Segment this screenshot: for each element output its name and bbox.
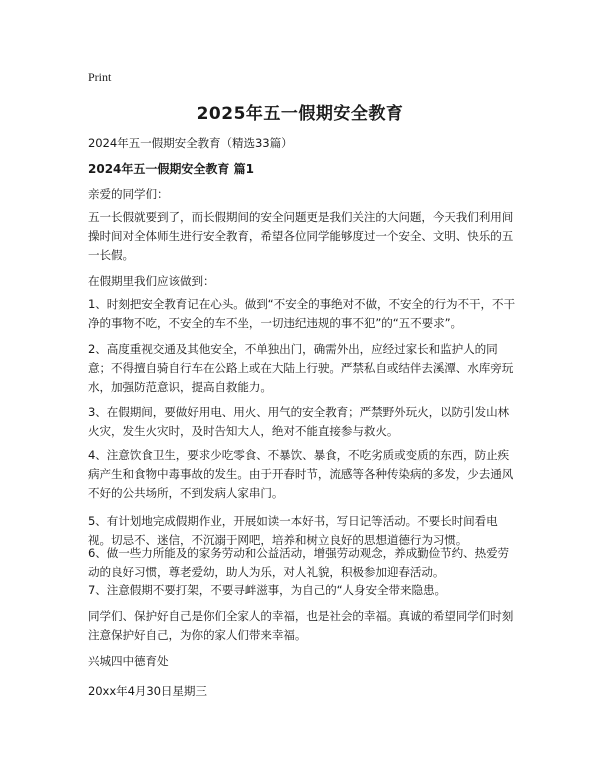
list-item: 4、注意饮食卫生，要求少吃零食、不暴饮、暴食，不吃劣质或变质的东西，防止疾病产生和食物中毒事故的发生。由于开春时节，流感等各种传染病的多发，少去通风不好的公共场所，不到发病人家串门。 bbox=[88, 448, 514, 500]
document-subtitle: 2024年五一假期安全教育（精选33篇） bbox=[88, 136, 293, 150]
signature: 兴城四中德育处 bbox=[88, 654, 169, 668]
section-heading: 2024年五一假期安全教育 篇1 bbox=[88, 162, 254, 176]
lead-paragraph: 在假期里我们应该做到： bbox=[88, 274, 215, 288]
list-item: 1、时刻把安全教育记在心头。做到“不安全的事绝对不做，不安全的行为不干，不干净的事物不吃，不安全的车不坐，一切违纪违规的事不犯”的“五不要求”。 bbox=[88, 297, 515, 330]
closing-paragraph: 同学们、保护好自己是你们全家人的幸福，也是社会的幸福。真诚的希望同学们时刻注意保护好自己，为你的家人们带来幸福。 bbox=[88, 609, 514, 642]
list-item: 7、注意假期不要打架，不要寻衅滋事，为自己的“人身安全带来隐患。 bbox=[88, 583, 446, 597]
greeting-paragraph: 亲爱的同学们： bbox=[88, 187, 169, 201]
intro-paragraph: 五一长假就要到了，而长假期间的安全问题更是我们关注的大问题，今天我们利用间操时间对全体师生进行安全教育，希望各位同学能够度过一个安全、文明、快乐的五一长假。 bbox=[88, 210, 514, 262]
page-title: 2025年五一假期安全教育 bbox=[196, 104, 404, 124]
list-item: 5、有计划地完成假期作业，开展如读一本好书，写日记等活动。不要长时间看电视。切忌不、迷信，不沉溺于网吧，培养和树立良好的思想道德行为习惯。 bbox=[88, 514, 498, 547]
list-item: 3、在假期间，要做好用电、用火、用气的安全教育；严禁野外玩火，以防引发山林火灾，发生火灾时，及时告知大人，绝对不能直接参与救火。 bbox=[88, 405, 510, 438]
print-link[interactable]: Print bbox=[88, 70, 112, 84]
list-item: 2、高度重视交通及其他安全，不单独出门，确需外出，应经过家长和监护人的同意；不得擅自骑自行车在公路上或在大陆上行驶。严禁私自或结伴去溪潭、水库旁玩水，加强防范意识，提高自救能力。 bbox=[88, 342, 514, 394]
list-item: 6、做一些力所能及的家务劳动和公益活动，增强劳动观念，养成勤俭节约、热爱劳动的良好习惯，尊老爱幼，助人为乐，对人礼貌，积极参加迎春活动。 bbox=[88, 546, 510, 579]
document-date: 20xx年4月30日星期三 bbox=[88, 684, 207, 698]
